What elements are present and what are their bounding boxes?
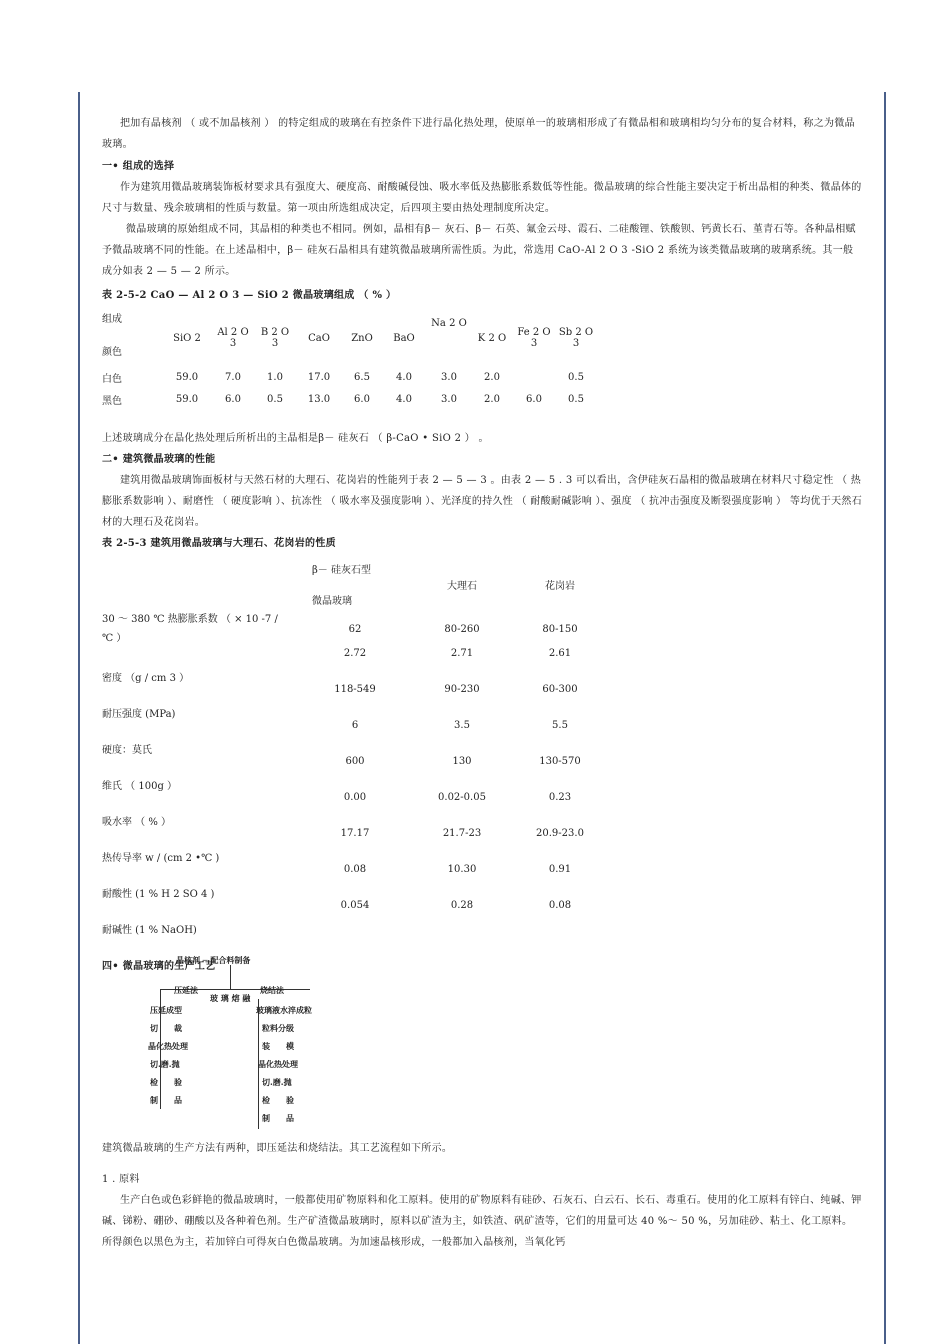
- document-body-lower: [102, 1138, 862, 1253]
- table-1-cell: 2.0: [484, 371, 500, 383]
- table-1-cell: 59.0: [175, 393, 199, 405]
- after-table-1-text: 上述玻璃成分在晶化热处理后所析出的主晶相是β－ 硅灰石 （ β-CaO • SiO 2 ） 。: [102, 433, 489, 444]
- table-1-cell: 2.0: [484, 393, 500, 405]
- table-2-cell: 130-570: [539, 756, 581, 767]
- left-border-line: [78, 92, 80, 1344]
- table-1-header-cell: CaO: [308, 332, 330, 344]
- section-4-title: 四• 微晶玻璃的生产工艺: [102, 961, 216, 972]
- section-2-title: 二• 建筑微晶玻璃的性能: [102, 454, 216, 465]
- table-2-row-label: 耐酸性 (1 % H 2 SO 4 ): [102, 889, 215, 900]
- table-2-cell: 2.72: [343, 648, 367, 659]
- flow-right-head: 烧结法: [260, 985, 284, 995]
- document-body: [102, 113, 862, 977]
- table-2-row: [102, 756, 608, 792]
- flow-right-step: 玻璃液水淬成粒: [256, 1005, 312, 1015]
- table-1-cell: 3.0: [441, 393, 457, 405]
- table-2-row-label: 维氏 （ 100g ）: [102, 781, 178, 792]
- table-2-cell: 3.5: [454, 720, 470, 731]
- table-2-cell: 0.23: [548, 792, 572, 803]
- table-2-row-label: 密度 （g / cm 3 ）: [102, 673, 190, 684]
- table-2-cell: 118-549: [334, 684, 376, 695]
- table-2-cell: 0.02-0.05: [438, 792, 486, 803]
- table-1-header-cell: K 2 O: [477, 332, 507, 344]
- table-1-header-cell: BaO: [393, 332, 415, 344]
- table-1-cell: 0.5: [568, 393, 584, 405]
- table-2-row-label: 吸水率 （ % ）: [102, 817, 172, 828]
- table-1-row-black: [102, 388, 596, 410]
- table-2-cell: 0.08: [343, 864, 367, 875]
- table-1-caption: 表 2-5-2 CaO — Al 2 O 3 — SiO 2 微晶玻璃组成 （ % ）: [102, 290, 397, 301]
- table-2-row-label: 热传导率 w / (cm 2 •℃ ): [102, 853, 220, 864]
- table-2-row: [102, 900, 608, 936]
- table-2-cell: 0.054: [340, 900, 370, 911]
- section-4-paragraph-1: 建筑微晶玻璃的生产方法有两种，即压延法和烧结法。其工艺流程如下所示。: [102, 1143, 453, 1154]
- table-2-properties: [102, 558, 608, 936]
- table-2-row: [102, 684, 608, 720]
- flow-left-step: 切.磨.抛: [150, 1059, 180, 1069]
- flow-right-step: 检 验: [262, 1095, 294, 1105]
- table-1-row-label: 黑色: [102, 395, 122, 407]
- table-2-cell: 20.9-23.0: [536, 828, 584, 839]
- table-1-cell: 59.0: [175, 371, 199, 383]
- table-2-header-granite: 花岗岩: [545, 580, 575, 592]
- right-border-line: [884, 92, 886, 1344]
- table-1-corner-bottom: 颜色: [102, 347, 122, 358]
- table-2-cell: 0.08: [548, 900, 572, 911]
- table-1-header-cell: Fe 2 O 3: [517, 327, 551, 349]
- flow-right-step: 装 模: [262, 1041, 294, 1051]
- flow-left-step: 检 验: [150, 1077, 182, 1087]
- table-1-cell: 4.0: [396, 371, 412, 383]
- table-2-row-label: 30 ～ 380 ℃ 热膨胀系数 （ × 10 -7 / ℃ ）: [102, 614, 278, 644]
- flow-line: [230, 965, 231, 989]
- table-1-header-cell: Sb 2 O 3: [558, 327, 594, 349]
- table-2-header-marble: 大理石: [447, 580, 477, 592]
- table-2-row: [102, 648, 608, 684]
- table-1-cell: 7.0: [225, 371, 241, 383]
- table-1-cell: 6.0: [354, 393, 370, 405]
- section-1-title: 一• 组成的选择: [102, 161, 175, 172]
- table-2-cell: 80-260: [444, 623, 480, 635]
- table-2-header-glass-top: β－ 硅灰石型: [312, 565, 371, 576]
- table-2-corner: [102, 558, 298, 610]
- table-1-header-cell: Na 2 O: [431, 318, 467, 329]
- table-1-row-label: 白色: [102, 373, 122, 385]
- table-2-cell: 600: [345, 756, 365, 767]
- flow-melt-label: 玻 璃 熔 融: [210, 993, 251, 1003]
- section-2-paragraph-1: 建筑用微晶玻璃饰面板材与天然石材的大理石、花岗岩的性能列于表 2 — 5 — 3 。由表 2 — 5 . 3 可以看出，含伊硅灰石晶相的微晶玻璃在材料尺寸稳定性 （ 热膨胀系数影响 ）、耐磨性 （ 硬度影响 ）、抗冻性 （ 吸水率及强度影响 ）、光泽度的持久性 （ 耐酸耐碱影响 ）、强度 （ 抗冲击强度及断裂强度影响 ） 等均优于天然石材的大理石及花岗岩。: [102, 475, 862, 528]
- raw-material-title: 1 . 原料: [102, 1174, 140, 1185]
- table-1-cell: 6.5: [354, 371, 370, 383]
- table-1-header-cell: ZnO: [351, 332, 373, 344]
- table-1-header-cell: SiO 2: [173, 332, 201, 344]
- table-1-cell: [512, 366, 556, 388]
- table-2-header-row: [102, 558, 608, 610]
- table-2-cell: 10.30: [447, 864, 477, 875]
- table-1-cell: 0.5: [267, 393, 283, 405]
- table-1-header-cell: Al 2 O 3: [217, 327, 249, 349]
- flow-left-step: 压延成型: [150, 1005, 182, 1015]
- table-2-cell: 2.61: [548, 648, 572, 659]
- table-2-header-glass: [298, 558, 412, 610]
- table-1-cell: 0.5: [568, 371, 584, 383]
- table-2-row: [102, 864, 608, 900]
- table-2-caption: 表 2-5-3 建筑用微晶玻璃与大理石、花岗岩的性质: [102, 538, 336, 549]
- process-flow-diagram: [146, 955, 346, 1125]
- flow-top-label: 晶核剂 ─ 配合料制备: [176, 955, 251, 965]
- table-2-cell: 5.5: [552, 720, 568, 731]
- flow-right-step: 制 品: [262, 1113, 294, 1123]
- table-2-cell: 60-300: [542, 684, 578, 695]
- table-2-row: [102, 610, 608, 648]
- table-1-cell: 3.0: [441, 371, 457, 383]
- table-2-row: [102, 828, 608, 864]
- flow-left-step: 制 品: [150, 1095, 182, 1105]
- table-2-row: [102, 720, 608, 756]
- table-1-cell: 17.0: [307, 371, 331, 383]
- table-2-row-label: 耐压强度 (MPa): [102, 709, 176, 720]
- section-1-paragraph-2: 微晶玻璃的原始组成不同，其晶相的种类也不相同。例如，晶相有β－ 灰石、β－ 石英、氟金云母、霞石、二硅酸锂、铁酸钡、钙黄长石、堇青石等。各种晶相赋予微晶玻璃不同的性能。在上述晶相中，β－ 硅灰石晶相具有建筑微晶玻璃所需性质。为此，常选用 CaO-Al 2 O 3 -SiO 2 系统为该类微晶玻璃的玻璃系统。其一般成分如表 2 — 5 — 2 所示。: [102, 224, 856, 277]
- table-1-corner: [102, 310, 162, 366]
- table-2-cell: 62: [348, 623, 362, 635]
- table-2-cell: 0.91: [548, 864, 572, 875]
- table-2-cell: 21.7-23: [442, 828, 482, 839]
- table-2-cell: 0.00: [343, 792, 367, 803]
- table-1-cell: 1.0: [267, 371, 283, 383]
- table-1-cell: 6.0: [526, 393, 542, 405]
- flow-left-head: 压延法: [174, 985, 198, 995]
- table-1-header-cell: B 2 O 3: [260, 327, 290, 349]
- section-1-paragraph-1: 作为建筑用微晶玻璃装饰板材要求具有强度大、硬度高、耐酸碱侵蚀、吸水率低及热膨胀系数低等性能。微晶玻璃的综合性能主要决定于析出晶相的种类、微晶体的尺寸与数量、残余玻璃相的性质与数量。第一项由所选组成决定，后四项主要由热处理制度所决定。: [102, 182, 862, 214]
- table-2-cell: 80-150: [542, 623, 578, 635]
- intro-paragraph: 把加有晶核剂 （ 或不加晶核剂 ） 的特定组成的玻璃在有控条件下进行晶化热处理，使原单一的玻璃相形成了有微晶相和玻璃相均匀分布的复合材料，称之为微晶玻璃。: [102, 118, 855, 150]
- flow-right-step: 晶化热处理: [258, 1059, 298, 1069]
- table-1-header-row: [102, 310, 596, 366]
- table-1-cell: 13.0: [307, 393, 331, 405]
- table-1-cell: 6.0: [225, 393, 241, 405]
- table-1-cell: 4.0: [396, 393, 412, 405]
- flow-left-step: 晶化热处理: [148, 1041, 188, 1051]
- table-1-corner-top: 组成: [102, 314, 122, 325]
- flow-right-step: 粒料分级: [262, 1023, 294, 1033]
- table-2-header-glass-bottom: 微晶玻璃: [312, 596, 352, 607]
- flow-right-step: 切.磨.抛: [262, 1077, 292, 1087]
- table-1-composition: [102, 310, 596, 410]
- table-2-cell: 90-230: [444, 684, 480, 695]
- table-1-row-white: [102, 366, 596, 388]
- table-2-row-label: 硬度：莫氏: [102, 745, 152, 756]
- raw-material-paragraph: 生产白色或色彩鲜艳的微晶玻璃时，一般都使用矿物原料和化工原料。使用的矿物原料有硅砂、石灰石、白云石、长石、毒重石。使用的化工原料有锌白、纯碱、钾碱、锑粉、硼砂、硼酸以及各种着色剂。生产矿渣微晶玻璃时，原料以矿渣为主，如铁渣、矾矿渣等，它们的用量可达 40 %～ 50 %，另加硅砂、粘土、化工原料。所得颜色以黑色为主，若加锌白可得灰白色微晶玻璃。为加速晶核形成，一般都加入晶核剂，当氧化钙: [102, 1195, 862, 1248]
- table-2-cell: 17.17: [340, 828, 370, 839]
- table-2-row-label: 耐碱性 (1 % NaOH): [102, 925, 197, 936]
- table-2-cell: 130: [452, 756, 472, 767]
- table-2-cell: 6: [351, 720, 359, 731]
- table-2-cell: 0.28: [450, 900, 474, 911]
- table-2-row: [102, 792, 608, 828]
- flow-left-step: 切 裁: [150, 1023, 182, 1033]
- table-2-cell: 2.71: [450, 648, 474, 659]
